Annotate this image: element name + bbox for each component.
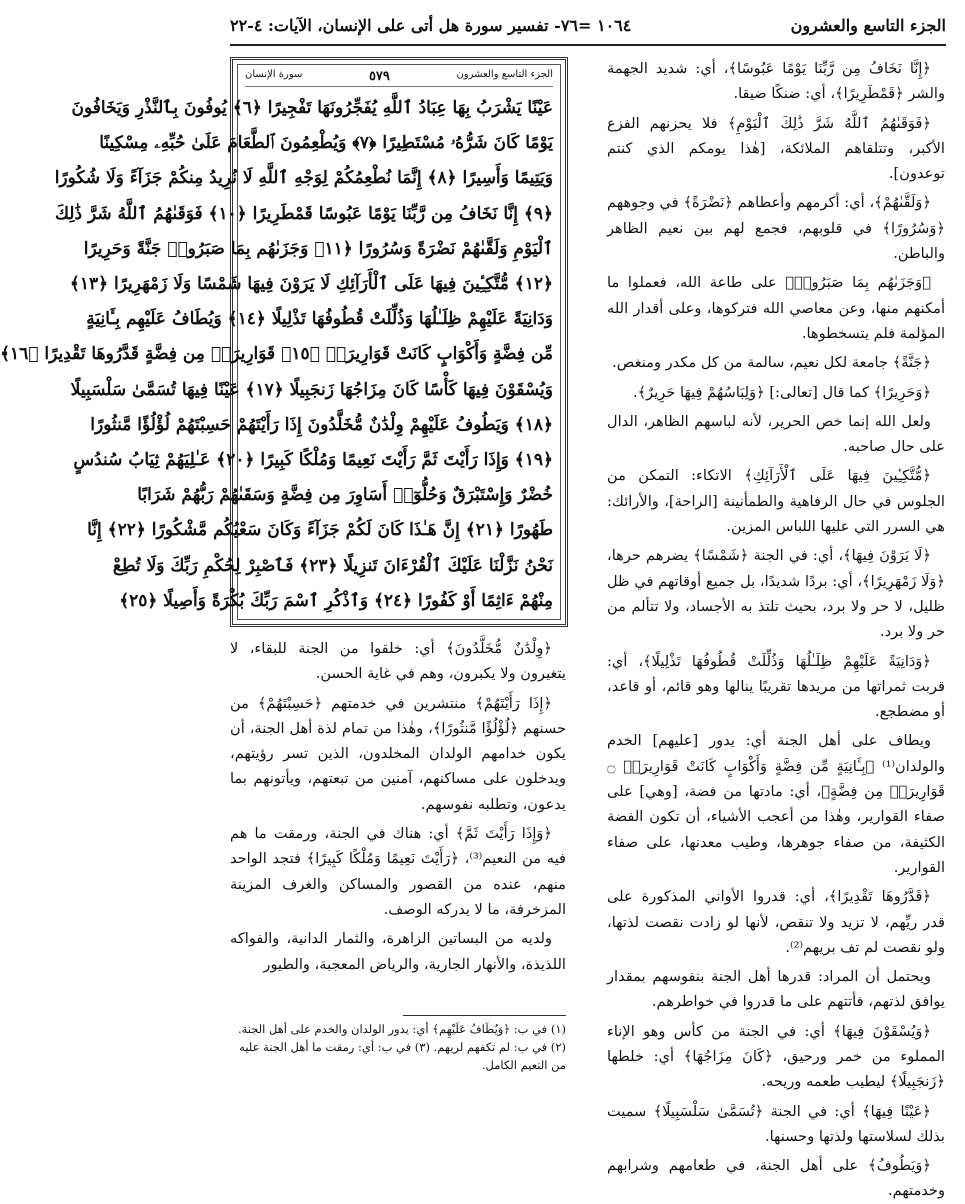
commentary-paragraph: ﴿وَدَانِيَةً عَلَيْهِمْ ظِلَـٰلُهَا وَذُلِّلَتْ قُطُوفُهَا تَذْلِيلًا﴾، أي: قربت ثمراتها من مريدها تقريبًا ينالها وهو قائم، أو قاعد، أو مضطجع. [607,652,945,721]
mushaf-verse-line: مِّن فِضَّةٍ وَأَكْوَابٍ كَانَتْ قَوَارِيرَا۠ ﴿١٥﴾ قَوَارِيرَا۟ مِن فِضَّةٍ قَدَّرُوهَا تَقْدِيرًا ﴿١٦﴾ [0,344,553,365]
mushaf-verse-line: يَوْمًا كَانَ شَرُّهُۥ مُسْتَطِيرًا ﴿٧﴾ وَيُطْعِمُونَ ٱلطَّعَامَ عَلَىٰ حُبِّهِۦ مِسْكِينًا [99,133,553,154]
mushaf-verse-line: نَحْنُ نَزَّلْنَا عَلَيْكَ ٱلْقُرْءَانَ تَنزِيلًا ﴿٢٣﴾ فَٱصْبِرْ لِحُكْمِ رَبِّكَ وَلَا تُطِعْ [112,555,553,576]
footnotes [230,1020,566,1074]
commentary-left-column [230,636,566,996]
commentary-paragraph: ﴿جَنَّةً﴾ جامعة لكل نعيم، سالمة من كل مكدر ومنغص. [612,354,931,372]
commentary-paragraph: ﴿وَيُسْقَوْنَ فِيهَا﴾ أي: في الجنة من كأس وهو الإناء المملوء من خمر ورحيق، ﴿كَانَ مِزَاجُهَا﴾ أي: خلطها ﴿زَنجَبِيلًا﴾ ليطيب طعمه وريحه. [607,1022,945,1091]
commentary-paragraph: ﴿وَيَطُوفُ﴾ على أهل الجنة، في طعامهم وشرابهم وخدمتهم. [607,1157,945,1200]
commentary-paragraph: ﴿وَإِذَا رَأَيْتَ ثَمَّ﴾ أي: هناك في الجنة، ورمقت ما هم فيه من النعيم⁽³⁾، ﴿رَأَيْتَ نَعِيمًا وَمُلْكًا كَبِيرًا﴾ فتجد الواحد منهم، عنده من القصور والمساكن والغرف المزينة المزخرفة، ما لا يدركه الوصف. [230,825,566,918]
footnote-separator [403,1015,566,1016]
commentary-paragraph: ويحتمل أن المراد: قدرها أهل الجنة بنفوسهم بمقدار يوافق لذتهم، فأتتهم على ما قدروا في خواطرهم. [607,968,945,1011]
running-head-page-reference: ١٠٦٤ =٧٦- تفسير سورة هل أتى على الإنسان، الآيات: ٤-٢٢ [230,16,632,35]
mushaf-juz-label: الجزء التاسع والعشرون [456,69,553,80]
commentary-paragraph: ﴿وِلْدَٰنٌ مُّخَلَّدُونَ﴾ أي: خلقوا من الجنة للبقاء، لا يتغيرون ولا يكبرون، وهم في غاية الحسن. [230,640,566,683]
mushaf-page-number: ٥٧٩ [368,69,390,84]
mushaf-verse-line: ٱلْيَوْمِ وَلَقَّىٰهُمْ نَضْرَةً وَسُرُورًا ﴿١١﴾ وَجَزَىٰهُم بِمَا صَبَرُوا۟ جَنَّةً وَحَرِيرًا [83,238,553,259]
mushaf-surah-label: سورة الإنسان [245,69,303,80]
mushaf-page-header [245,69,553,87]
commentary-paragraph: ولعل الله إنما خص الحرير، لأنه لباسهم الظاهر، الدال على حال صاحبه. [607,412,945,456]
commentary-paragraph: ﴿وَجَزَىٰهُم بِمَا صَبَرُوا۟﴾ على طاعة الله، فعملوا ما أمكنهم منها، وعن معاصي الله فتركوها، وعلى أقدار الله المؤلمة فلم يتسخطوها. [607,274,945,342]
commentary-paragraph: ﴿لَا يَرَوْنَ فِيهَا﴾، أي: في الجنة ﴿شَمْسًا﴾ يضرهم حرها، ﴿وَلَا زَمْهَرِيرًا﴾، أي: بردًا شديدًا، بل جميع أوقاتهم في ظل ظليل، لا حر ولا برد، بحيث تلتذ به الأجساد، ولا تتألم من حر ولا برد. [607,547,945,641]
commentary-paragraph: ﴿إِنَّا نَخَافُ مِن رَّبِّنَا يَوْمًا عَبُوسًا﴾، أي: شديد الجهمة والشر ﴿قَمْطَرِيرًا﴾، أي: ضنكًا ضيقا. [607,60,945,103]
commentary-paragraph: ويطاف على أهل الجنة أي: يدور [عليهم] الخدم والولدان⁽¹⁾ ﴿بِـَٔانِيَةٍ مِّن فِضَّةٍ وَأَكْوَابٍ كَانَتْ قَوَارِيرَا۠ ۝ قَوَارِيرَا۟ مِن فِضَّةٍ﴾، أي: مادتها من فضة، [وهي] على صفاء القوارير، وهٰذا من أعجب الأشياء، أن تكون الفضة الكثيفة، من صفاء جوهرها، وطيب معدنها، على صفاء القوارير. [607,732,945,876]
commentary-paragraph: ﴿مُّتَّكِـِٔينَ فِيهَا عَلَى ٱلْأَرَآئِكِ﴾ الاتكاء: التمكن من الجلوس في حال الرفاهية والطمأنينة [الراحة]، والأرائك: هي السرر التي عليها اللباس المزين. [607,467,945,536]
mushaf-verse-line: طَهُورًا ﴿٢١﴾ إِنَّ هَـٰذَا كَانَ لَكُمْ جَزَآءً وَكَانَ سَعْيُكُم مَّشْكُورًا ﴿٢٢﴾ إِنَّا [87,520,553,541]
mushaf-page-inner [0,64,561,620]
mushaf-verse-line: ﴿١٩﴾ وَإِذَا رَأَيْتَ ثَمَّ رَأَيْتَ نَعِيمًا وَمُلْكًا كَبِيرًا ﴿٢٠﴾ عَـٰلِيَهُمْ ثِيَابُ سُندُسٍ [73,450,553,471]
mushaf-verse-line: وَيَتِيمًا وَأَسِيرًا ﴿٨﴾ إِنَّمَا نُطْعِمُكُمْ لِوَجْهِ ٱللَّهِ لَا نُرِيدُ مِنكُمْ جَزَآءً وَلَا شُكُورًا [54,168,553,189]
commentary-paragraph: ﴿قَدَّرُوهَا تَقْدِيرًا﴾، أي: قدروا الأواني المذكورة على قدر ريِّهم، لا تزيد ولا تنقص، لأنها لو زادت نقصت لذتها، ولو نقصت لم تف بريهم⁽²⁾. [607,888,945,956]
mushaf-verse-line: وَدَانِيَةً عَلَيْهِمْ ظِلَـٰلُهَا وَذُلِّلَتْ قُطُوفُهَا تَذْلِيلًا ﴿١٤﴾ وَيُطَافُ عَلَيْهِم بِـَٔانِيَةٍ [86,309,553,330]
mushaf-verse-line: وَيُسْقَوْنَ فِيهَا كَأْسًا كَانَ مِزَاجُهَا زَنجَبِيلًا ﴿١٧﴾ عَيْنًا فِيهَا تُسَمَّىٰ سَلْسَبِيلًا [70,379,553,400]
mushaf-verse-line: ﴿١٨﴾ وَيَطُوفُ عَلَيْهِمْ وِلْدَٰنٌ مُّخَلَّدُونَ إِذَا رَأَيْتَهُمْ حَسِبْتَهُمْ لُؤْلُؤًا مَّنثُورًا [90,414,553,435]
page-header [230,14,946,50]
commentary-paragraph: ﴿عَيْنًا فِيهَا﴾ أي: في الجنة ﴿تُسَمَّىٰ سَلْسَبِيلًا﴾ سميت بذلك لسلاستها ولذتها وحسنها. [607,1102,945,1145]
mushaf-verse-line: ﴿٩﴾ إِنَّا نَخَافُ مِن رَّبِّنَا يَوْمًا عَبُوسًا قَمْطَرِيرًا ﴿١٠﴾ فَوَقَىٰهُمُ ٱللَّهُ شَرَّ ذَٰلِكَ [54,203,553,224]
commentary-paragraph: ولديه من البساتين الزاهرة، والثمار الدانية، والفواكه اللذيذة، والأنهار الجارية، والرياض المعجبة، والطيور [230,930,566,973]
running-head-title: الجزء التاسع والعشرون [790,16,946,35]
mushaf-verse-line: مِنْهُمْ ءَاثِمًا أَوْ كَفُورًا ﴿٢٤﴾ وَٱذْكُرِ ٱسْمَ رَبِّكَ بُكْرَةً وَأَصِيلًا ﴿٢٥﴾ [119,590,553,611]
mushaf-verse-line: خُضْرٌ وَإِسْتَبْرَقٌ وَحُلُّوٓا۟ أَسَاوِرَ مِن فِضَّةٍ وَسَقَىٰهُمْ رَبُّهُمْ شَرَابًا [137,485,553,506]
mushaf-verse-line: عَيْنًا يَشْرَبُ بِهَا عِبَادُ ٱللَّهِ يُفَجِّرُونَهَا تَفْجِيرًا ﴿٦﴾ يُوفُونَ بِٱلنَّذْرِ وَيَخَافُونَ [71,98,553,118]
commentary-right-column [607,56,945,1200]
footnote-line: (٢) في ب: لم تكفهم لريهم. (٣) في ب: أي: رمقت ما أهل الجنة عليه من النعيم الكامل. [239,1040,566,1072]
commentary-paragraph: ﴿فَوَقَىٰهُمُ ٱللَّهُ شَرَّ ذَٰلِكَ ٱلْيَوْمِ﴾ فلا يحزنهم الفزع الأكبر، وتتلقاهم الملائكة، [هٰذا يومكم الذي كنتم توعدون]. [607,114,945,183]
commentary-paragraph: ﴿إِذَا رَأَيْتَهُمْ﴾ منتشرين في خدمتهم ﴿حَسِبْتَهُمْ﴾ من حسنهم ﴿لُؤْلُؤًا مَّنثُورًا﴾، وهٰذا من تمام لذة أهل الجنة، أن يكون خدامهم الولدان المخلدون، الذين تسر رؤيتهم، ويدخلون على مساكنهم، آمنين من تبعتهم، ويأتونهم بما يدعون، وتطلبه نفوسهم. [230,694,566,813]
commentary-paragraph: ﴿وَحَرِيرًا﴾ كما قال [تعالى:] ﴿وَلِبَاسُهُمْ فِيهَا حَرِيرٌ﴾. [632,383,931,401]
footnote-line: (١) في ب: ﴿وَيُطَافُ عَلَيْهِم﴾ أي: يدور الولدان والخدم على أهل الجنة. [237,1022,566,1036]
header-rule [230,44,946,46]
mushaf-verse-line: ﴿١٢﴾ مُّتَّكِـِٔينَ فِيهَا عَلَى ٱلْأَرَآئِكِ لَا يَرَوْنَ فِيهَا شَمْسًا وَلَا زَمْهَرِيرًا ﴿١٣﴾ [69,274,553,295]
mushaf-text-lines [0,91,553,619]
commentary-paragraph: ﴿وَلَقَّىٰهُمْ﴾، أي: أكرمهم وأعطاهم ﴿نَضْرَةً﴾ في وجوههم ﴿وَسُرُورًا﴾ في قلوبهم، فجمع لهم بين نعيم الظاهر والباطن. [607,194,945,263]
mushaf-page-frame [0,57,568,627]
